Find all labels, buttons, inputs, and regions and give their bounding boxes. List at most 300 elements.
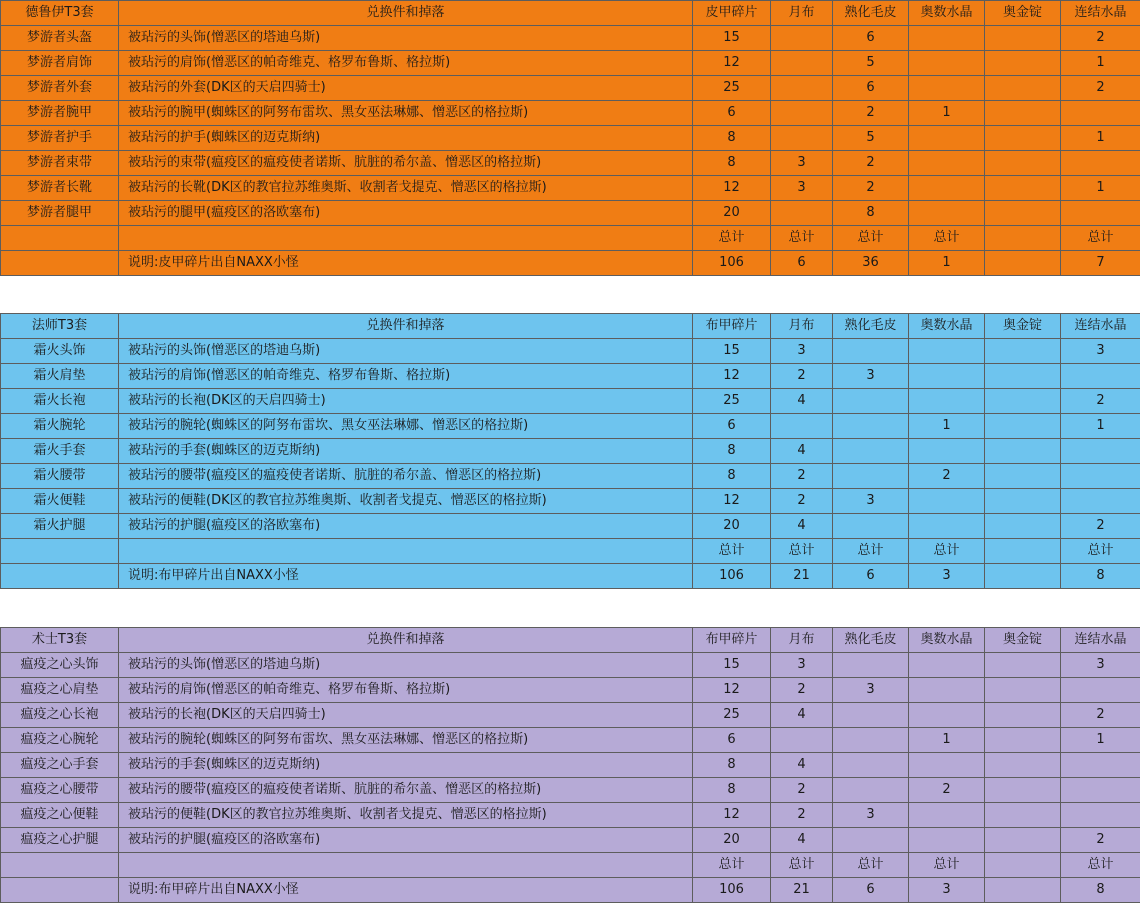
item-source-cell: 被玷污的手套(蜘蛛区的迈克斯纳) — [119, 439, 693, 464]
total-value-cell: 106 — [693, 878, 771, 903]
material-count-cell: 8 — [693, 151, 771, 176]
column-header: 奥数水晶 — [909, 314, 985, 339]
column-header: 奥数水晶 — [909, 628, 985, 653]
total-label-row — [1, 226, 1140, 251]
table-row — [1, 489, 1140, 514]
table-row — [1, 339, 1140, 364]
material-count-cell: 2 — [1061, 26, 1140, 51]
source-note: 说明:皮甲碎片出自NAXX小怪 — [119, 251, 693, 276]
material-count-cell: 25 — [693, 76, 771, 101]
material-count-cell: 15 — [693, 653, 771, 678]
item-name-cell: 霜火腰带 — [1, 464, 119, 489]
material-count-cell: 3 — [771, 339, 833, 364]
item-source-cell: 被玷污的腕甲(蜘蛛区的阿努布雷坎、黑女巫法琳娜、憎恶区的格拉斯) — [119, 101, 693, 126]
material-count-cell: 3 — [833, 364, 909, 389]
material-count-cell — [909, 364, 985, 389]
total-label-cell: 总计 — [693, 853, 771, 878]
material-count-cell — [833, 778, 909, 803]
material-count-cell: 2 — [771, 778, 833, 803]
empty-cell — [1, 853, 119, 878]
totals-row — [1, 878, 1140, 903]
total-label-cell: 总计 — [771, 853, 833, 878]
material-count-cell — [909, 489, 985, 514]
material-count-cell: 2 — [833, 151, 909, 176]
material-count-cell: 1 — [909, 728, 985, 753]
header-row — [1, 628, 1140, 653]
empty-cell — [119, 539, 693, 564]
empty-cell — [119, 853, 693, 878]
material-count-cell: 8 — [693, 753, 771, 778]
material-count-cell: 1 — [1061, 51, 1140, 76]
table-row — [1, 101, 1140, 126]
material-count-cell — [985, 414, 1061, 439]
item-source-cell: 被玷污的腿甲(瘟疫区的洛欧塞布) — [119, 201, 693, 226]
material-count-cell: 2 — [771, 464, 833, 489]
table-row — [1, 753, 1140, 778]
material-count-cell — [985, 389, 1061, 414]
item-source-cell: 被玷污的腕轮(蜘蛛区的阿努布雷坎、黑女巫法琳娜、憎恶区的格拉斯) — [119, 728, 693, 753]
total-label-cell — [985, 853, 1061, 878]
material-count-cell — [985, 51, 1061, 76]
column-header: 兑换件和掉落 — [119, 628, 693, 653]
material-count-cell — [771, 51, 833, 76]
item-source-cell: 被玷污的护腿(瘟疫区的洛欧塞布) — [119, 828, 693, 853]
item-name-cell: 瘟疫之心手套 — [1, 753, 119, 778]
material-count-cell: 8 — [693, 778, 771, 803]
material-count-cell — [909, 389, 985, 414]
material-count-cell — [909, 678, 985, 703]
material-count-cell — [985, 703, 1061, 728]
table-row — [1, 803, 1140, 828]
material-count-cell: 4 — [771, 439, 833, 464]
item-name-cell: 霜火长袍 — [1, 389, 119, 414]
material-count-cell — [1061, 678, 1140, 703]
column-header: 兑换件和掉落 — [119, 1, 693, 26]
material-count-cell: 3 — [771, 151, 833, 176]
material-count-cell: 2 — [833, 176, 909, 201]
item-source-cell: 被玷污的护手(蜘蛛区的迈克斯纳) — [119, 126, 693, 151]
table-row — [1, 151, 1140, 176]
item-source-cell: 被玷污的腰带(瘟疫区的瘟疫使者诺斯、肮脏的希尔盖、憎恶区的格拉斯) — [119, 778, 693, 803]
item-source-cell: 被玷污的肩饰(憎恶区的帕奇维克、格罗布鲁斯、格拉斯) — [119, 678, 693, 703]
item-name-cell: 瘟疫之心肩垫 — [1, 678, 119, 703]
total-label-cell: 总计 — [771, 539, 833, 564]
material-count-cell — [909, 803, 985, 828]
total-value-cell: 7 — [1061, 251, 1140, 276]
material-count-cell — [833, 439, 909, 464]
table-row — [1, 414, 1140, 439]
item-source-cell: 被玷污的腰带(瘟疫区的瘟疫使者诺斯、肮脏的希尔盖、憎恶区的格拉斯) — [119, 464, 693, 489]
material-count-cell — [985, 514, 1061, 539]
material-count-cell — [833, 414, 909, 439]
column-header: 连结水晶 — [1061, 628, 1140, 653]
material-count-cell: 1 — [1061, 728, 1140, 753]
total-label-cell: 总计 — [909, 226, 985, 251]
warlock-t3-table-block — [0, 627, 1140, 903]
material-count-cell — [1061, 101, 1140, 126]
material-count-cell — [1061, 439, 1140, 464]
material-count-cell: 2 — [909, 464, 985, 489]
material-count-cell — [833, 514, 909, 539]
total-value-cell — [985, 564, 1061, 589]
material-count-cell: 3 — [833, 803, 909, 828]
material-count-cell — [909, 439, 985, 464]
column-header: 连结水晶 — [1061, 314, 1140, 339]
material-count-cell: 8 — [833, 201, 909, 226]
table-row — [1, 26, 1140, 51]
item-name-cell: 瘟疫之心腕轮 — [1, 728, 119, 753]
total-value-cell: 6 — [833, 878, 909, 903]
total-value-cell: 6 — [771, 251, 833, 276]
table-row — [1, 364, 1140, 389]
material-count-cell: 12 — [693, 364, 771, 389]
set-title: 法师T3套 — [1, 314, 119, 339]
column-header: 奥数水晶 — [909, 1, 985, 26]
material-count-cell — [833, 653, 909, 678]
material-count-cell: 2 — [771, 489, 833, 514]
total-label-cell: 总计 — [1061, 226, 1140, 251]
material-count-cell: 4 — [771, 753, 833, 778]
total-value-cell: 3 — [909, 564, 985, 589]
table-row — [1, 176, 1140, 201]
total-label-cell: 总计 — [909, 539, 985, 564]
material-count-cell: 3 — [1061, 339, 1140, 364]
druid-t3-table — [0, 0, 1140, 276]
item-source-cell: 被玷污的肩饰(憎恶区的帕奇维克、格罗布鲁斯、格拉斯) — [119, 51, 693, 76]
material-count-cell: 2 — [1061, 389, 1140, 414]
item-name-cell: 霜火便鞋 — [1, 489, 119, 514]
item-source-cell: 被玷污的长袍(DK区的天启四骑士) — [119, 389, 693, 414]
total-value-cell: 106 — [693, 251, 771, 276]
material-count-cell — [909, 26, 985, 51]
item-source-cell: 被玷污的手套(蜘蛛区的迈克斯纳) — [119, 753, 693, 778]
material-count-cell: 3 — [771, 176, 833, 201]
column-header: 月布 — [771, 314, 833, 339]
material-count-cell: 2 — [833, 101, 909, 126]
material-count-cell: 4 — [771, 514, 833, 539]
material-count-cell — [985, 176, 1061, 201]
material-count-cell: 6 — [693, 101, 771, 126]
material-count-cell: 1 — [1061, 176, 1140, 201]
material-count-cell — [909, 151, 985, 176]
material-count-cell: 2 — [771, 803, 833, 828]
material-count-cell: 6 — [693, 728, 771, 753]
material-count-cell: 12 — [693, 489, 771, 514]
totals-row — [1, 564, 1140, 589]
material-count-cell — [771, 728, 833, 753]
column-header: 奥金锭 — [985, 314, 1061, 339]
material-count-cell: 6 — [833, 76, 909, 101]
column-header: 布甲碎片 — [693, 314, 771, 339]
material-count-cell — [1061, 778, 1140, 803]
table-row — [1, 828, 1140, 853]
material-count-cell — [833, 828, 909, 853]
mage-t3-table-block — [0, 313, 1140, 589]
column-header: 连结水晶 — [1061, 1, 1140, 26]
item-name-cell: 瘟疫之心腰带 — [1, 778, 119, 803]
source-note: 说明:布甲碎片出自NAXX小怪 — [119, 878, 693, 903]
material-count-cell — [909, 126, 985, 151]
column-header: 月布 — [771, 1, 833, 26]
total-value-cell: 36 — [833, 251, 909, 276]
item-source-cell: 被玷污的长袍(DK区的天启四骑士) — [119, 703, 693, 728]
total-label-cell: 总计 — [693, 226, 771, 251]
table-row — [1, 126, 1140, 151]
druid-t3-table-block — [0, 0, 1140, 276]
item-name-cell: 瘟疫之心长袍 — [1, 703, 119, 728]
column-header: 熟化毛皮 — [833, 314, 909, 339]
total-label-cell: 总计 — [909, 853, 985, 878]
total-label-cell: 总计 — [1061, 853, 1140, 878]
material-count-cell: 6 — [833, 26, 909, 51]
material-count-cell — [1061, 201, 1140, 226]
material-count-cell — [909, 753, 985, 778]
table-row — [1, 389, 1140, 414]
column-header: 皮甲碎片 — [693, 1, 771, 26]
table-row — [1, 653, 1140, 678]
empty-cell — [119, 226, 693, 251]
material-count-cell — [985, 653, 1061, 678]
total-value-cell: 21 — [771, 878, 833, 903]
totals-row — [1, 251, 1140, 276]
table-row — [1, 703, 1140, 728]
table-row — [1, 464, 1140, 489]
material-count-cell: 2 — [1061, 703, 1140, 728]
table-row — [1, 678, 1140, 703]
column-header: 兑换件和掉落 — [119, 314, 693, 339]
total-value-cell: 8 — [1061, 878, 1140, 903]
column-header: 奥金锭 — [985, 628, 1061, 653]
table-row — [1, 76, 1140, 101]
empty-cell — [1, 226, 119, 251]
material-count-cell — [833, 703, 909, 728]
material-count-cell — [909, 514, 985, 539]
total-value-cell: 3 — [909, 878, 985, 903]
material-count-cell — [771, 126, 833, 151]
item-name-cell: 霜火头饰 — [1, 339, 119, 364]
total-label-cell: 总计 — [833, 226, 909, 251]
item-source-cell: 被玷污的肩饰(憎恶区的帕奇维克、格罗布鲁斯、格拉斯) — [119, 364, 693, 389]
mage-t3-table — [0, 313, 1140, 589]
material-count-cell: 25 — [693, 389, 771, 414]
material-count-cell — [771, 76, 833, 101]
empty-cell — [1, 878, 119, 903]
material-count-cell — [1061, 364, 1140, 389]
item-name-cell: 瘟疫之心便鞋 — [1, 803, 119, 828]
table-row — [1, 728, 1140, 753]
material-count-cell: 25 — [693, 703, 771, 728]
material-count-cell: 2 — [1061, 828, 1140, 853]
material-count-cell — [985, 803, 1061, 828]
material-count-cell: 15 — [693, 339, 771, 364]
material-count-cell — [833, 753, 909, 778]
material-count-cell: 8 — [693, 464, 771, 489]
material-count-cell — [1061, 464, 1140, 489]
material-count-cell — [909, 703, 985, 728]
total-value-cell: 21 — [771, 564, 833, 589]
set-title: 术士T3套 — [1, 628, 119, 653]
item-name-cell: 梦游者腕甲 — [1, 101, 119, 126]
material-count-cell — [1061, 151, 1140, 176]
material-count-cell: 2 — [771, 364, 833, 389]
material-count-cell: 3 — [1061, 653, 1140, 678]
material-count-cell — [833, 389, 909, 414]
table-row — [1, 439, 1140, 464]
material-count-cell: 4 — [771, 389, 833, 414]
total-label-row — [1, 853, 1140, 878]
item-name-cell: 霜火肩垫 — [1, 364, 119, 389]
total-label-cell — [985, 539, 1061, 564]
total-label-cell: 总计 — [771, 226, 833, 251]
item-name-cell: 霜火手套 — [1, 439, 119, 464]
material-count-cell: 2 — [1061, 76, 1140, 101]
item-source-cell: 被玷污的束带(瘟疫区的瘟疫使者诺斯、肮脏的希尔盖、憎恶区的格拉斯) — [119, 151, 693, 176]
material-count-cell — [985, 339, 1061, 364]
item-name-cell: 梦游者肩饰 — [1, 51, 119, 76]
material-count-cell — [985, 678, 1061, 703]
column-header: 熟化毛皮 — [833, 628, 909, 653]
table-row — [1, 51, 1140, 76]
material-count-cell — [771, 414, 833, 439]
total-value-cell: 6 — [833, 564, 909, 589]
header-row — [1, 1, 1140, 26]
material-count-cell: 3 — [771, 653, 833, 678]
total-label-cell: 总计 — [833, 853, 909, 878]
total-value-cell — [985, 878, 1061, 903]
column-header: 月布 — [771, 628, 833, 653]
material-count-cell — [985, 828, 1061, 853]
material-count-cell — [833, 339, 909, 364]
total-label-cell: 总计 — [1061, 539, 1140, 564]
item-name-cell: 瘟疫之心头饰 — [1, 653, 119, 678]
material-count-cell — [985, 26, 1061, 51]
material-count-cell — [1061, 489, 1140, 514]
material-count-cell: 4 — [771, 828, 833, 853]
total-value-cell — [985, 251, 1061, 276]
total-value-cell: 106 — [693, 564, 771, 589]
column-header: 奥金锭 — [985, 1, 1061, 26]
material-count-cell: 3 — [833, 489, 909, 514]
material-count-cell: 2 — [909, 778, 985, 803]
item-source-cell: 被玷污的头饰(憎恶区的塔迪乌斯) — [119, 26, 693, 51]
material-count-cell — [985, 76, 1061, 101]
material-count-cell — [1061, 803, 1140, 828]
material-count-cell — [771, 201, 833, 226]
header-row — [1, 314, 1140, 339]
material-count-cell — [909, 176, 985, 201]
total-label-row — [1, 539, 1140, 564]
material-count-cell — [909, 653, 985, 678]
item-name-cell: 梦游者头盔 — [1, 26, 119, 51]
item-name-cell: 瘟疫之心护腿 — [1, 828, 119, 853]
item-source-cell: 被玷污的腕轮(蜘蛛区的阿努布雷坎、黑女巫法琳娜、憎恶区的格拉斯) — [119, 414, 693, 439]
material-count-cell — [985, 753, 1061, 778]
material-count-cell — [771, 101, 833, 126]
item-name-cell: 霜火腕轮 — [1, 414, 119, 439]
total-label-cell: 总计 — [833, 539, 909, 564]
material-count-cell — [1061, 753, 1140, 778]
total-value-cell: 8 — [1061, 564, 1140, 589]
material-count-cell — [909, 828, 985, 853]
material-count-cell: 2 — [1061, 514, 1140, 539]
material-count-cell — [985, 201, 1061, 226]
material-count-cell — [833, 464, 909, 489]
material-count-cell: 15 — [693, 26, 771, 51]
material-count-cell: 20 — [693, 514, 771, 539]
material-count-cell — [909, 76, 985, 101]
total-label-cell: 总计 — [693, 539, 771, 564]
set-title: 德鲁伊T3套 — [1, 1, 119, 26]
material-count-cell — [985, 439, 1061, 464]
item-source-cell: 被玷污的头饰(憎恶区的塔迪乌斯) — [119, 339, 693, 364]
material-count-cell: 1 — [909, 414, 985, 439]
table-row — [1, 514, 1140, 539]
material-count-cell — [985, 778, 1061, 803]
material-count-cell — [985, 728, 1061, 753]
material-count-cell — [985, 489, 1061, 514]
material-count-cell: 6 — [693, 414, 771, 439]
material-count-cell: 20 — [693, 828, 771, 853]
material-count-cell: 5 — [833, 51, 909, 76]
material-count-cell — [909, 201, 985, 226]
material-count-cell — [771, 26, 833, 51]
item-name-cell: 梦游者束带 — [1, 151, 119, 176]
item-source-cell: 被玷污的长靴(DK区的教官拉苏维奥斯、收割者戈提克、憎恶区的格拉斯) — [119, 176, 693, 201]
total-value-cell: 1 — [909, 251, 985, 276]
item-source-cell: 被玷污的护腿(瘟疫区的洛欧塞布) — [119, 514, 693, 539]
empty-cell — [1, 251, 119, 276]
material-count-cell — [909, 51, 985, 76]
material-count-cell — [985, 151, 1061, 176]
material-count-cell — [909, 339, 985, 364]
material-count-cell — [985, 364, 1061, 389]
material-count-cell: 8 — [693, 126, 771, 151]
table-row — [1, 201, 1140, 226]
material-count-cell: 1 — [1061, 414, 1140, 439]
material-count-cell: 5 — [833, 126, 909, 151]
item-name-cell: 梦游者护手 — [1, 126, 119, 151]
column-header: 布甲碎片 — [693, 628, 771, 653]
material-count-cell: 4 — [771, 703, 833, 728]
material-count-cell — [833, 728, 909, 753]
source-note: 说明:布甲碎片出自NAXX小怪 — [119, 564, 693, 589]
material-count-cell: 2 — [771, 678, 833, 703]
item-name-cell: 梦游者长靴 — [1, 176, 119, 201]
material-count-cell: 20 — [693, 201, 771, 226]
item-name-cell: 霜火护腿 — [1, 514, 119, 539]
item-source-cell: 被玷污的便鞋(DK区的教官拉苏维奥斯、收割者戈提克、憎恶区的格拉斯) — [119, 803, 693, 828]
item-source-cell: 被玷污的便鞋(DK区的教官拉苏维奥斯、收割者戈提克、憎恶区的格拉斯) — [119, 489, 693, 514]
item-source-cell: 被玷污的外套(DK区的天启四骑士) — [119, 76, 693, 101]
table-row — [1, 778, 1140, 803]
item-name-cell: 梦游者外套 — [1, 76, 119, 101]
material-count-cell: 8 — [693, 439, 771, 464]
material-count-cell: 12 — [693, 51, 771, 76]
material-count-cell: 1 — [909, 101, 985, 126]
column-header: 熟化毛皮 — [833, 1, 909, 26]
empty-cell — [1, 564, 119, 589]
material-count-cell: 12 — [693, 176, 771, 201]
material-count-cell: 12 — [693, 678, 771, 703]
material-count-cell — [985, 126, 1061, 151]
material-count-cell — [985, 464, 1061, 489]
warlock-t3-table — [0, 627, 1140, 903]
material-count-cell — [985, 101, 1061, 126]
empty-cell — [1, 539, 119, 564]
material-count-cell: 12 — [693, 803, 771, 828]
item-name-cell: 梦游者腿甲 — [1, 201, 119, 226]
item-source-cell: 被玷污的头饰(憎恶区的塔迪乌斯) — [119, 653, 693, 678]
